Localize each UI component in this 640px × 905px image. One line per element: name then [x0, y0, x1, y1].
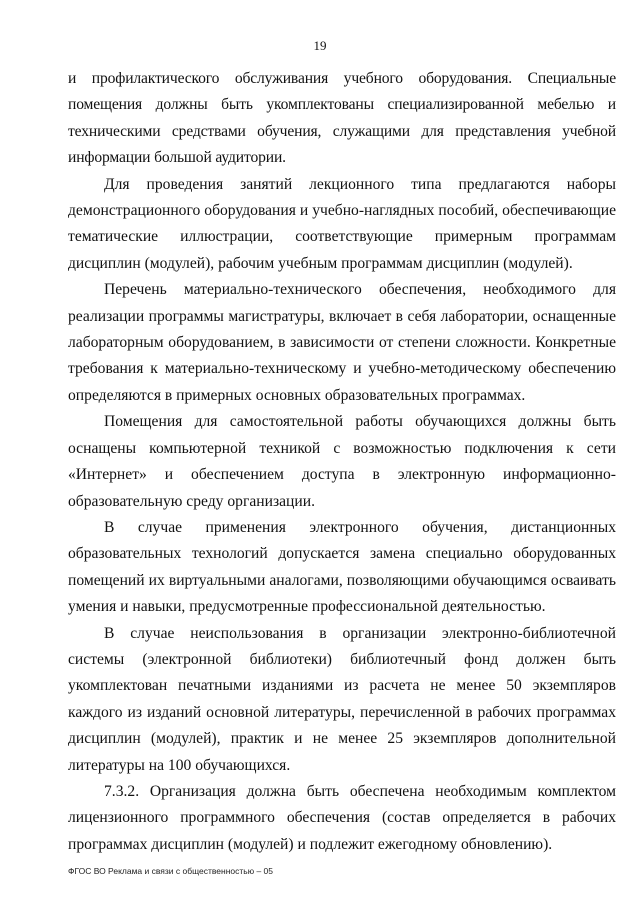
paragraph-material-support: Перечень материально-технического обеспечения, необходимого для реализации программы магистратуры, включает в себя лаборатории, оснащенные лабораторным оборудованием, в зависимости от степени сложности. Конкретные требования к материально-техническому и учебно-методическому обеспечению определяются в примерных основных образовательных программах. — [68, 281, 616, 404]
paragraph-e-learning: В случае применения электронного обучения, дистанционных образовательных технологий допускается замена специально оборудованных помещений их виртуальными аналогами, позволяющими обучающимся осваивать умения и навыки, предусмотренные профессиональной деятельностью. — [68, 518, 616, 616]
paragraph-self-study-rooms: Помещения для самостоятельной работы обучающихся должны быть оснащены компьютерной техникой с возможностью подключения к сети «Интернет» и обеспечением доступа в электронную информационно-образовательную среду организации. — [68, 413, 616, 510]
paragraph-continuation: и профилактического обслуживания учебного оборудования. Специальные помещения должны быть укомплектованы специализированной мебелью и техническими средствами обучения, служащими для представления учебной информации большой аудитории. — [68, 70, 616, 167]
paragraph-lecture-equipment: Для проведения занятий лекционного типа предлагаются наборы демонстрационного оборудования и учебно-наглядных пособий, обеспечивающие тематические иллюстрации, соответствующие примерным программам дисциплин (модулей), рабочим учебным программам дисциплин (модулей). — [68, 175, 616, 272]
body-text — [68, 66, 616, 858]
paragraph-licensed-software: 7.3.2. Организация должна быть обеспечена необходимым комплектом лицензионного программного обеспечения (состав определяется в рабочих программах дисциплин (модулей) и подлежит ежегодному обновлению). — [68, 782, 616, 853]
page-footer: ФГОС ВО Реклама и связи с общественностью – 05 — [68, 866, 273, 876]
page-number: 19 — [313, 38, 327, 53]
paragraph-library-fund: В случае неиспользования в организации электронно-библиотечной системы (электронной библиотеки) библиотечный фонд должен быть укомплектован печатными изданиями из расчета не менее 50 экземпляров каждого из изданий основной литературы, перечисленной в рабочих программах дисциплин (модулей), практик и не менее 25 экземпляров дополнительной литературы на 100 обучающихся. — [68, 624, 616, 774]
